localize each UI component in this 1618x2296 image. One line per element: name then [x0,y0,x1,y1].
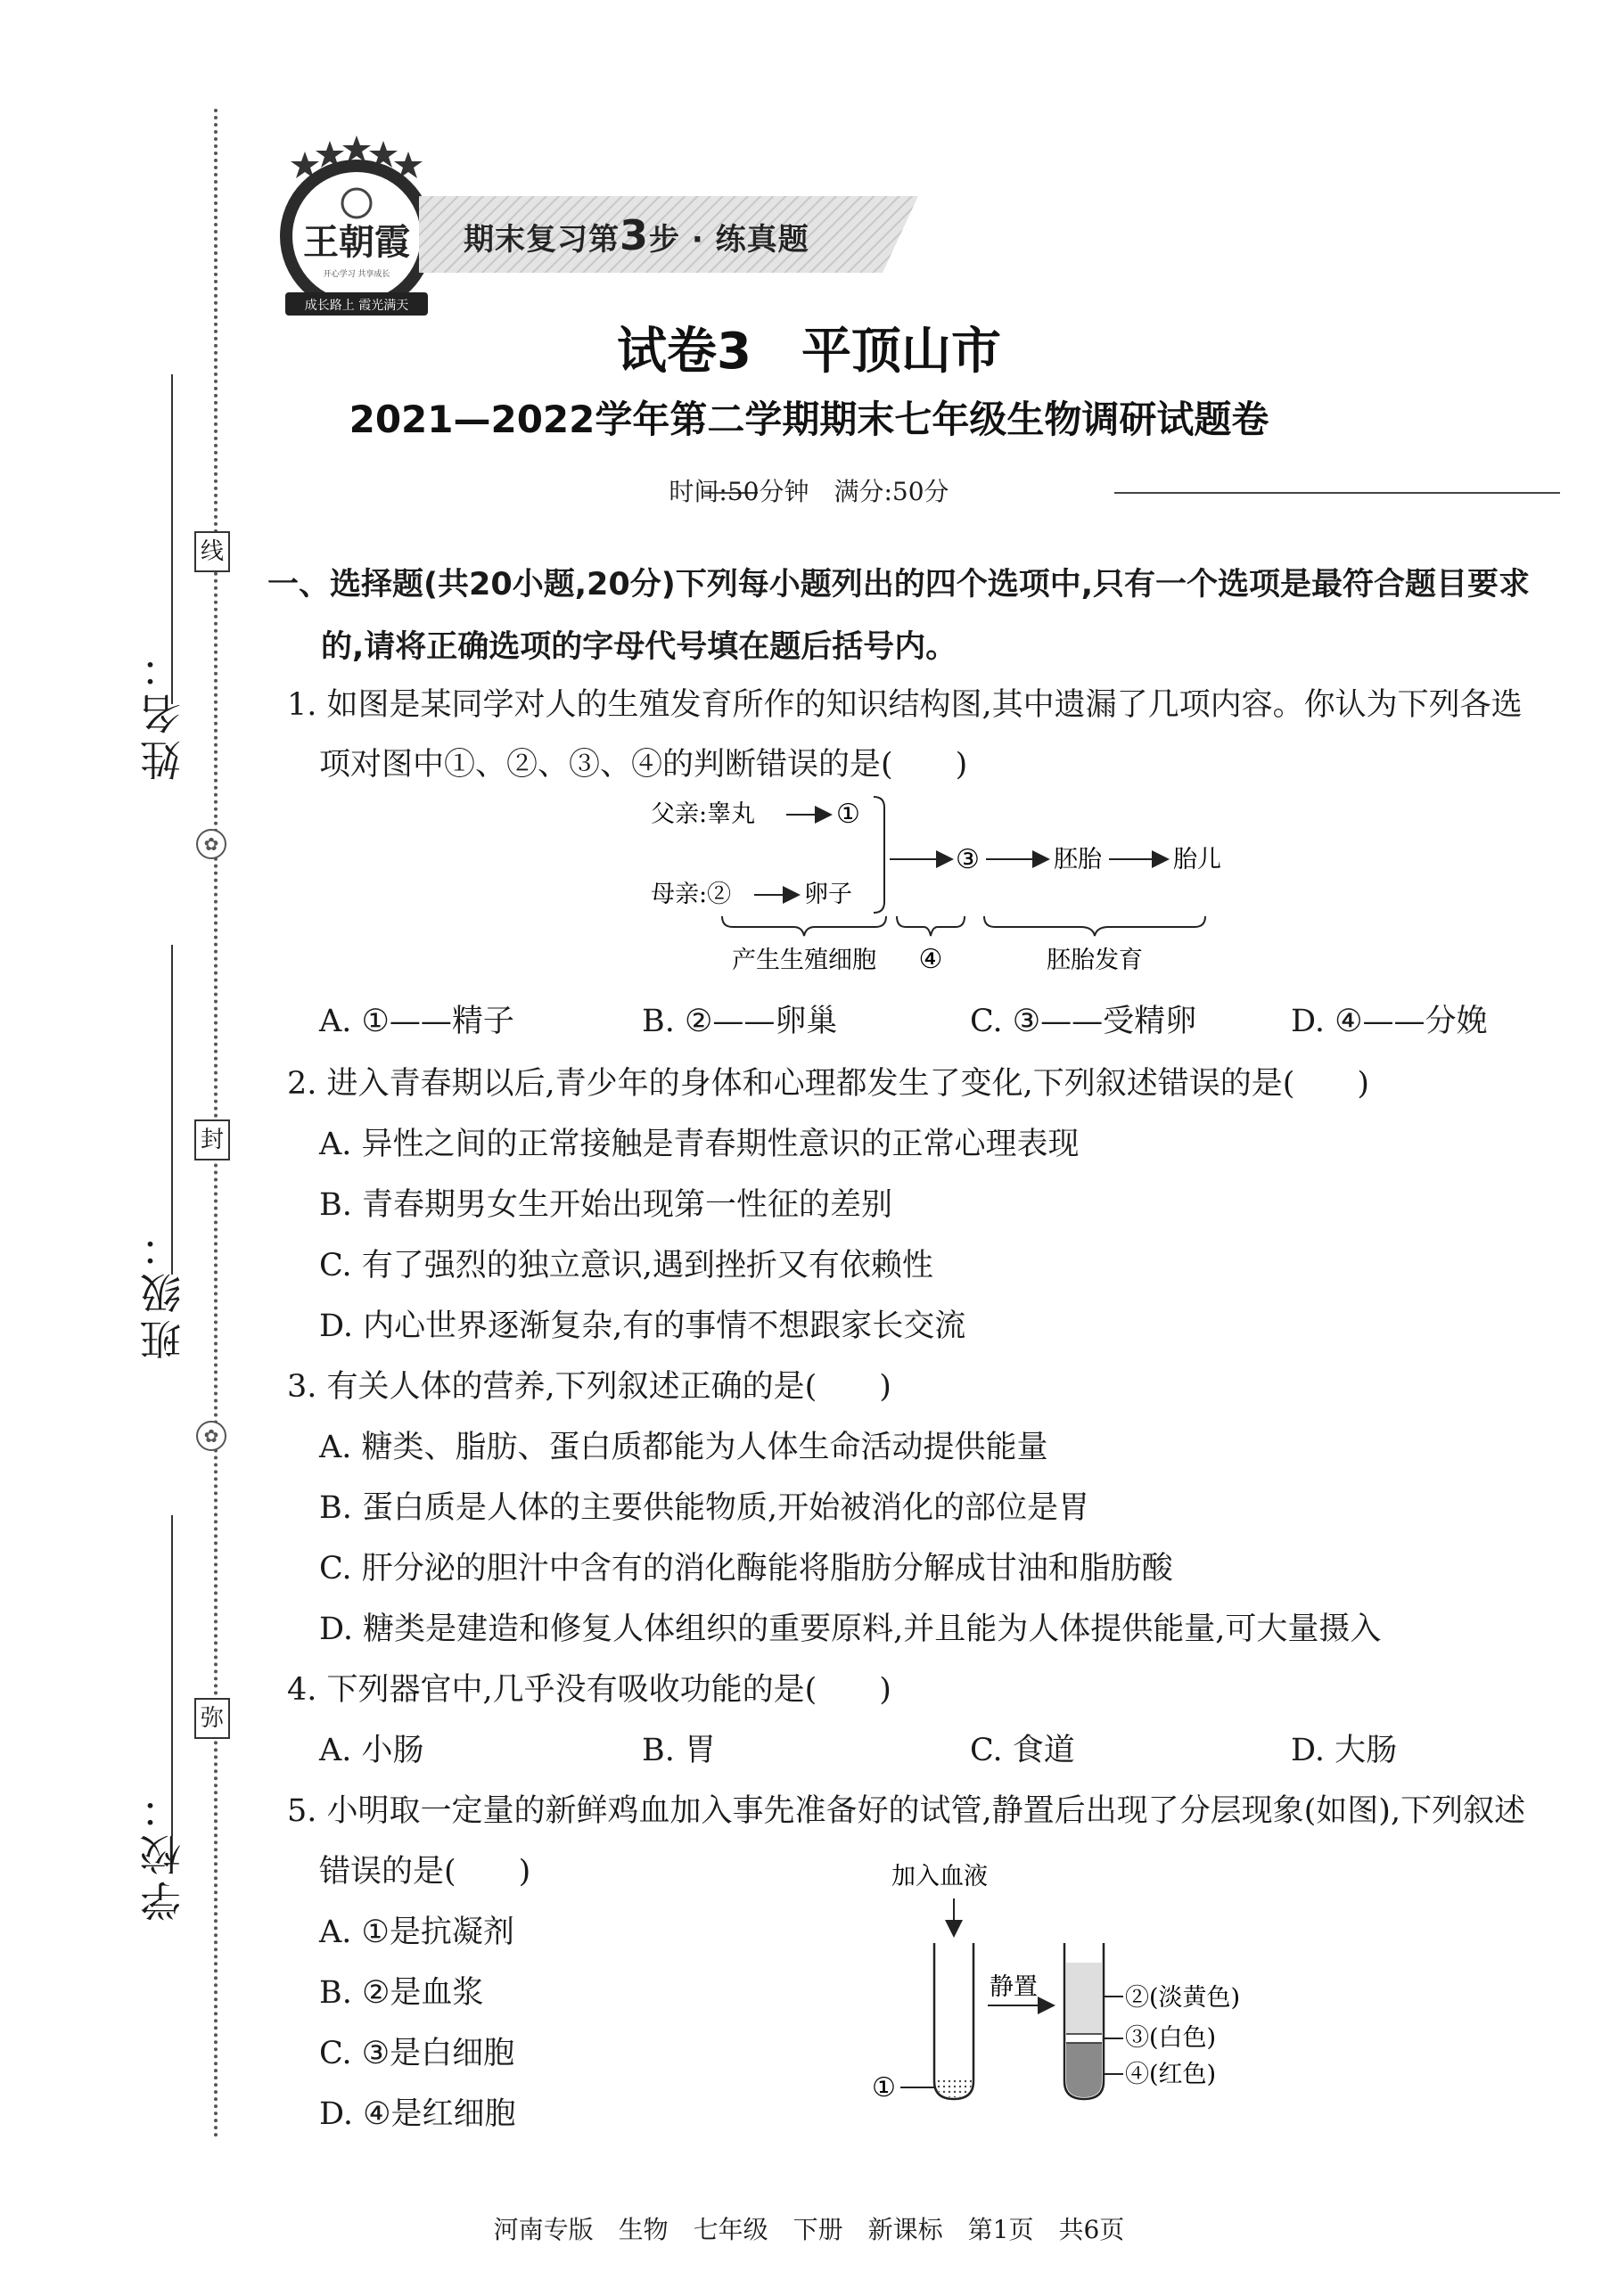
question-1-stem: 1. 如图是某同学对人的生殖发育所作的知识结构图,其中遗漏了几项内容。你认为下列各选 [287,687,1523,723]
svg-text:③: ③ [956,844,980,875]
svg-text:父亲:睾丸: 父亲:睾丸 [651,800,756,828]
swirl-icon: ✿ [196,1421,226,1451]
question-3-option-a: A. 糖类、脂肪、蛋白质都能为人体生命活动提供能量 [319,1430,1048,1465]
question-3-option-c: C. 肝分泌的胆汁中含有的消化酶能将脂肪分解成甘油和脂肪酸 [319,1551,1173,1587]
blood-tube-diagram [856,1854,1319,2112]
svg-text:胚胎发育: 胚胎发育 [1047,947,1143,974]
seal-mi-mark: 弥 [194,1698,230,1739]
question-3-option-b: B. 蛋白质是人体的主要供能物质,开始被消化的部位是胃 [319,1490,1090,1526]
question-1-stem-cont: 项对图中①、②、③、④的判断错误的是( ) [319,747,968,783]
question-5-stem-cont: 错误的是( ) [319,1854,531,1890]
svg-text:①: ① [836,799,860,830]
question-2-option-c: C. 有了强烈的独立意识,遇到挫折又有依赖性 [319,1248,933,1283]
question-2-option-a: A. 异性之间的正常接触是青春期性意识的正常心理表现 [319,1127,1080,1162]
seal-line-mark: 线 [194,531,230,572]
question-4-option-d: D. 大肠 [1291,1733,1398,1768]
question-5-option-d: D. ④是红细胞 [319,2096,516,2132]
page-subtitle: 2021—2022学年第二学期期末七年级生物调研试题卷 [349,398,1269,441]
question-4-option-a: A. 小肠 [319,1733,424,1768]
name-label: 姓名： [139,642,187,781]
divider [1114,492,1560,494]
question-1-option-d: D. ④——分娩 [1291,1004,1488,1039]
svg-text:①: ① [872,2072,896,2103]
school-label: 学校： [139,1783,187,1922]
question-5-stem: 5. 小明取一定量的新鲜鸡血加入事先准备好的试管,静置后出现了分层现象(如图),下列叙述 [287,1793,1526,1829]
svg-text:②(淡黄色): ②(淡黄色) [1125,1984,1241,2012]
svg-text:加入血液: 加入血液 [891,1863,988,1890]
svg-text:③(白色): ③(白色) [1125,2024,1217,2052]
svg-text:母亲:②: 母亲:② [651,881,732,908]
svg-text:开心学习 共享成长: 开心学习 共享成长 [323,270,390,279]
question-4-option-b: B. 胃 [642,1733,716,1768]
seal-seal-mark: 封 [194,1119,230,1160]
section-heading-cont: 的,请将正确选项的字母代号填在题后括号内。 [321,629,957,665]
swirl-icon: ✿ [196,829,226,859]
page-footer: 河南专版 生物 七年级 下册 新课标 第1页 共6页 [493,2215,1125,2244]
svg-text:产生生殖细胞: 产生生殖细胞 [732,947,876,974]
question-3-option-d: D. 糖类是建造和修复人体组织的重要原料,并且能为人体提供能量,可大量摄入 [319,1611,1382,1647]
svg-text:静置: 静置 [990,1973,1038,2001]
question-5-option-b: B. ②是血浆 [319,1975,484,2011]
svg-text:卵子: 卵子 [804,881,852,908]
section-heading: 一、选择题(共20小题,20分)下列每小题列出的四个选项中,只有一个选项是最符合题目要求 [267,567,1530,603]
exam-time-info: 时间:50分钟 满分:50分 [669,477,949,506]
question-3-stem: 3. 有关人体的营养,下列叙述正确的是( ) [287,1369,891,1405]
step-banner-text: 期末复习第3步 · 练真题 [464,211,809,259]
svg-text:王朝霞: 王朝霞 [303,221,410,263]
question-2-stem: 2. 进入青春期以后,青少年的身体和心理都发生了变化,下列叙述错误的是( ) [287,1066,1370,1102]
question-5-option-c: C. ③是白细胞 [319,2036,515,2071]
svg-text:④: ④ [918,944,943,975]
svg-text:胚胎: 胚胎 [1054,846,1102,873]
question-4-option-c: C. 食道 [970,1733,1075,1768]
svg-text:成长路上 霞光满天: 成长路上 霞光满天 [304,299,409,313]
page-title: 试卷3 平顶山市 [617,323,1001,381]
reproduction-diagram [642,784,1266,980]
svg-text:胎儿: 胎儿 [1173,846,1221,873]
question-2-option-b: B. 青春期男女生开始出现第一性征的差别 [319,1187,892,1223]
class-label: 班级： [139,1221,187,1360]
question-1-option-c: C. ③——受精卵 [970,1004,1197,1039]
question-5-option-a: A. ①是抗凝剂 [319,1915,514,1950]
question-2-option-d: D. 内心世界逐渐复杂,有的事情不想跟家长交流 [319,1308,966,1344]
svg-text:④(红色): ④(红色) [1125,2061,1217,2088]
question-4-stem: 4. 下列器官中,几乎没有吸收功能的是( ) [287,1672,891,1708]
question-1-option-a: A. ①——精子 [319,1004,514,1039]
question-1-option-b: B. ②——卵巢 [642,1004,838,1039]
